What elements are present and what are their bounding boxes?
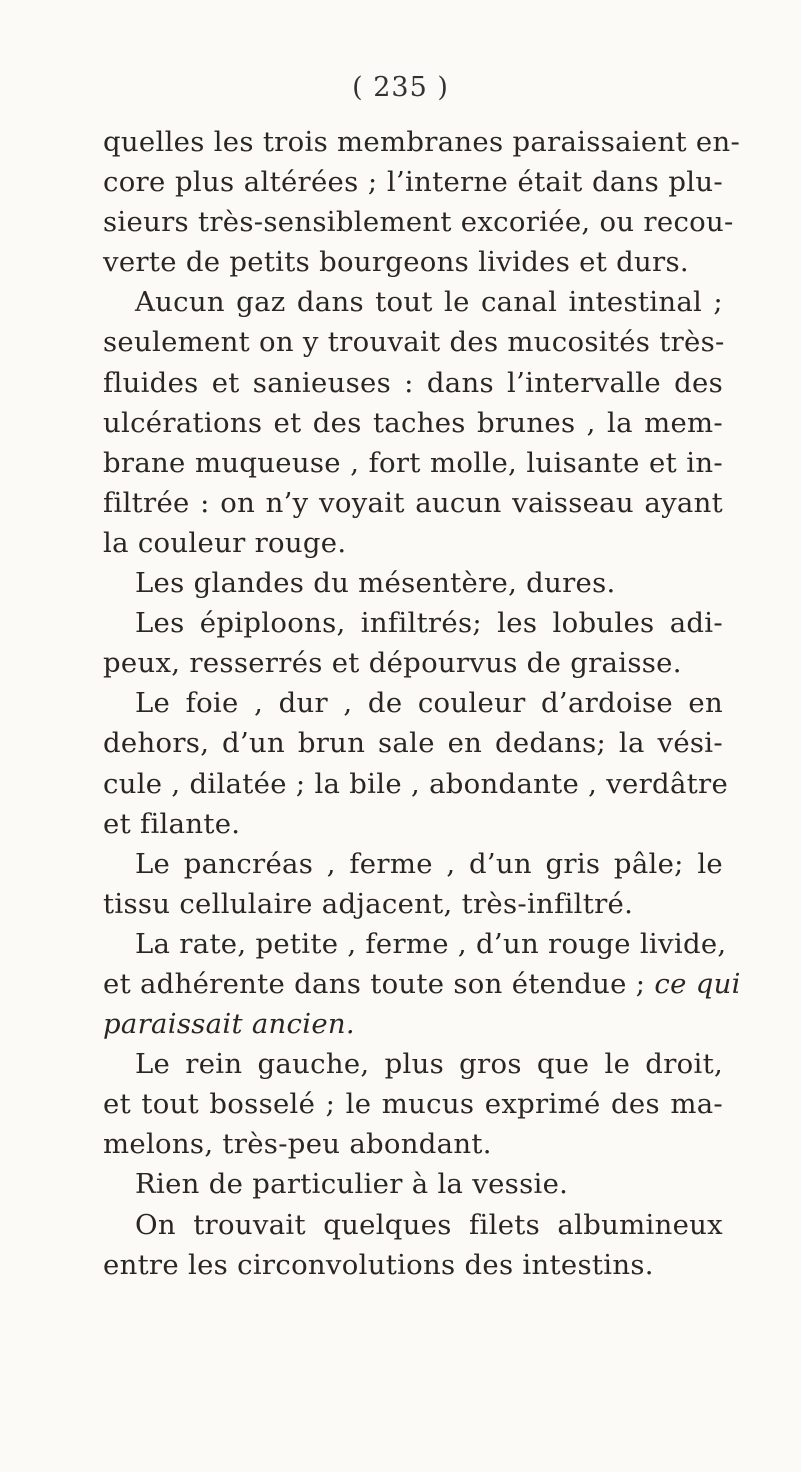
text-line: la couleur rouge. bbox=[103, 526, 347, 559]
text-line: et tout bosselé ; le mucus exprimé des ma- bbox=[103, 1088, 723, 1121]
italic-text-line: paraissait ancien. bbox=[103, 1008, 355, 1041]
text-line: dehors, d’un brun sale en dedans; la vési- bbox=[103, 727, 723, 760]
text-line: Le rein gauche, plus gros que le droit, bbox=[135, 1048, 723, 1081]
text-line: Aucun gaz dans tout le canal intestinal ; bbox=[135, 286, 723, 319]
text-line: core plus altérées ; l’interne était dans plu- bbox=[103, 166, 723, 199]
text-line: filtrée : on n’y voyait aucun vaisseau ayant bbox=[103, 486, 723, 519]
text-line bbox=[103, 964, 741, 1004]
page-number: ( 235 ) bbox=[352, 72, 449, 103]
text-line: verte de petits bourgeons livides et durs. bbox=[103, 246, 689, 279]
text-line: Les épiploons, infiltrés; les lobules adi- bbox=[135, 607, 723, 640]
italic-text-segment: ce qui bbox=[654, 967, 741, 1000]
text-line: sieurs très-sensiblement excoriée, ou recou- bbox=[103, 206, 734, 239]
text-line: Le foie , dur , de couleur d’ardoise en bbox=[135, 687, 723, 720]
text-line: melons, très-peu abondant. bbox=[103, 1128, 492, 1161]
text-line: Rien de particulier à la vessie. bbox=[135, 1168, 569, 1201]
text-line: brane muqueuse , fort molle, luisante et in- bbox=[103, 446, 723, 479]
text-line: cule , dilatée ; la bile , abondante , verdâtre bbox=[103, 767, 729, 800]
text-line: fluides et sanieuses : dans l’intervalle des bbox=[103, 366, 723, 399]
text-line: peux, resserrés et dépourvus de graisse. bbox=[103, 647, 682, 680]
text-line: entre les circonvolutions des intestins. bbox=[103, 1248, 654, 1281]
text-line: tissu cellulaire adjacent, très-infiltré. bbox=[103, 887, 634, 920]
text-line: et filante. bbox=[103, 807, 241, 840]
text-line: Les glandes du mésentère, dures. bbox=[135, 567, 616, 600]
text-line: Le pancréas , ferme , d’un gris pâle; le bbox=[135, 847, 723, 880]
body-text bbox=[103, 122, 741, 1285]
text-segment: et adhérente dans toute son étendue ; bbox=[103, 967, 655, 1000]
text-line: La rate, petite , ferme , d’un rouge livide, bbox=[135, 927, 727, 960]
text-line: quelles les trois membranes paraissaient en- bbox=[103, 126, 741, 158]
text-line: ulcérations et des taches brunes , la mem- bbox=[103, 406, 723, 439]
text-line: On trouvait quelques filets albumineux bbox=[135, 1208, 723, 1241]
text-line: seulement on y trouvait des mucosités très- bbox=[103, 326, 725, 359]
